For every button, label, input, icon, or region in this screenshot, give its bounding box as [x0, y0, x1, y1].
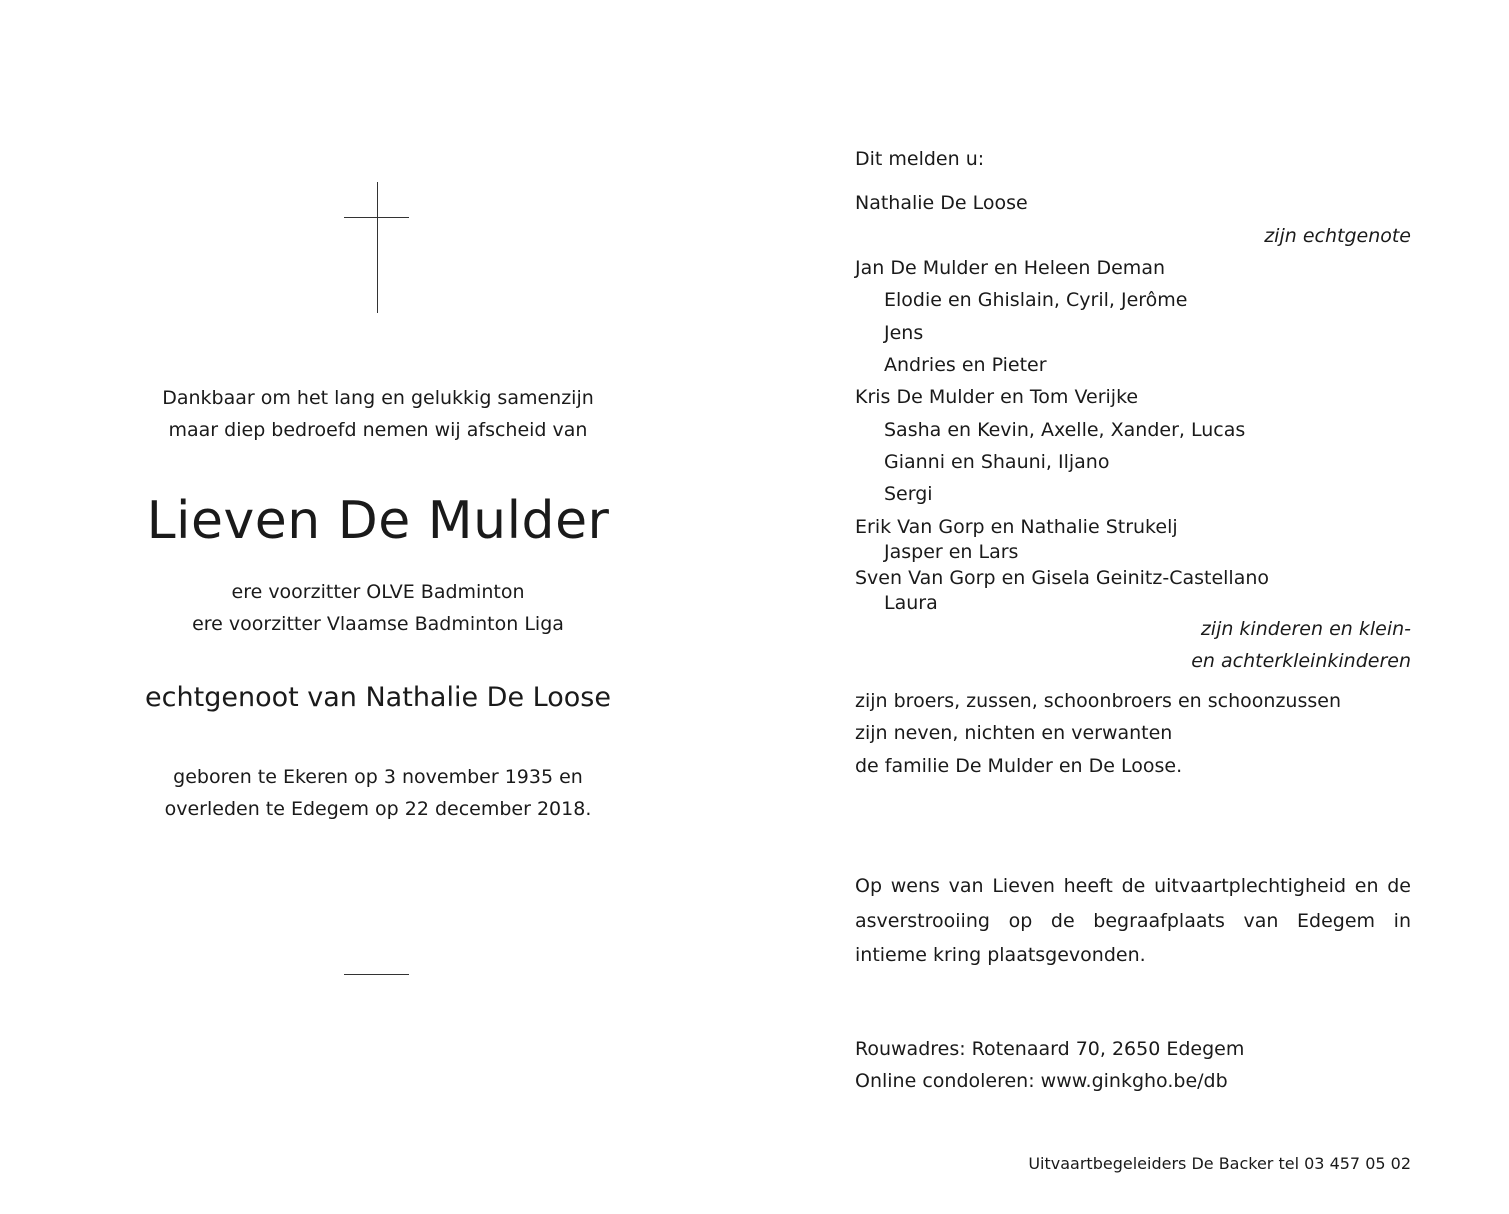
spouse-line: echtgenoot van Nathalie De Loose [145, 682, 611, 713]
birth-line: geboren te Ekeren op 3 november 1935 en [173, 766, 583, 788]
family-line: Andries en Pieter [884, 354, 1047, 376]
online-condolences: Online condoleren: www.ginkgho.be/db [855, 1070, 1228, 1092]
role-line-1: ere voorzitter OLVE Badminton [231, 581, 525, 603]
mourning-address: Rouwadres: Rotenaard 70, 2650 Edegem [855, 1038, 1245, 1060]
relatives-line: de familie De Mulder en De Loose. [855, 755, 1183, 777]
ceremony-paragraph: Op wens van Lieven heeft de uitvaartplechtigheid en de asverstrooiing op de begraafplaats van Edegem in intieme kring plaatsgevonden. [855, 875, 1411, 966]
intro-text [0, 382, 756, 446]
roles [0, 576, 756, 640]
death-line: overleden te Edegem op 22 december 2018. [164, 798, 592, 820]
family-line: Sasha en Kevin, Axelle, Xander, Lucas [884, 419, 1246, 441]
funeral-director-footer: Uitvaartbegeleiders De Backer tel 03 457 05 02 [1028, 1154, 1411, 1173]
divider-rule [344, 974, 409, 975]
announcement-heading: Dit melden u: [855, 148, 985, 170]
family-line: Sven Van Gorp en Gisela Geinitz-Castellano [855, 567, 1270, 589]
relatives-line: zijn broers, zussen, schoonbroers en schoonzussen [855, 690, 1341, 712]
family-line: Kris De Mulder en Tom Verijke [855, 386, 1139, 408]
intro-line-2: maar diep bedroefd nemen wij afscheid van [168, 419, 588, 441]
children-role-line-1: zijn kinderen en klein- [1200, 618, 1411, 640]
family-line: Jan De Mulder en Heleen Deman [855, 257, 1166, 279]
wife-role: zijn echtgenote [1264, 225, 1411, 247]
family-line: Jasper en Lars [884, 541, 1019, 563]
children-role-line-2: en achterkleinkinderen [1191, 650, 1411, 672]
contact-block [855, 1033, 1244, 1097]
role-line-2: ere voorzitter Vlaamse Badminton Liga [192, 613, 564, 635]
deceased-name: Lieven De Mulder [146, 491, 610, 551]
family-line: Sergi [884, 483, 933, 505]
cross-icon-bar [344, 217, 409, 218]
family-line: Erik Van Gorp en Nathalie Strukelj [855, 516, 1178, 538]
family-line: Gianni en Shauni, Iljano [884, 451, 1110, 473]
family-line: Laura [884, 592, 938, 614]
family-line: Elodie en Ghislain, Cyril, Jerôme [884, 289, 1188, 311]
life-dates [0, 761, 756, 825]
right-panel [855, 0, 1411, 1214]
relatives-line: zijn neven, nichten en verwanten [855, 722, 1173, 744]
wife-name: Nathalie De Loose [855, 192, 1028, 214]
intro-line-1: Dankbaar om het lang en gelukkig samenzijn [162, 387, 594, 409]
family-line: Jens [884, 322, 924, 344]
cross-icon [377, 182, 378, 313]
